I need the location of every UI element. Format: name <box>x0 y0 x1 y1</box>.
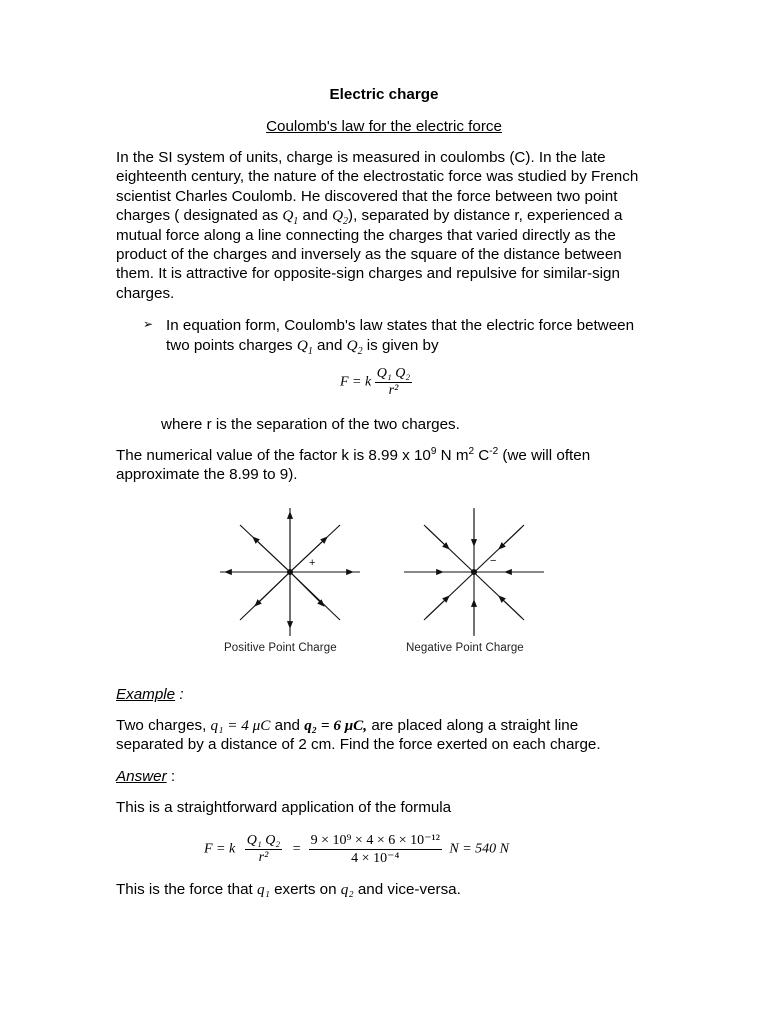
example-paragraph <box>116 716 656 755</box>
q2-symbol: $Q_2$ <box>332 207 349 228</box>
intro-line: scientist Charles Coulomb. He discovered that the force between two point <box>116 187 618 205</box>
positive-charge-caption: Positive Point Charge <box>224 642 337 654</box>
negative-charge-dot <box>472 570 477 575</box>
negative-sign: − <box>490 555 497 567</box>
intro-line: eighteenth century, the nature of the electrostatic force was studied by French <box>116 168 639 186</box>
intro-text: and <box>298 207 333 225</box>
answer-denominator-1: r² <box>258 850 269 865</box>
answer-result: N = 540 N <box>449 841 510 857</box>
intro-line: mutual force along a line connecting the charges that varied directly as the <box>116 226 616 244</box>
answer-numerator-2: 9 × 10⁹ × 4 × 6 × 10⁻¹² <box>310 833 440 848</box>
answer-heading: Answer : <box>116 768 176 785</box>
arrow-in-diag <box>426 527 447 547</box>
positive-charge-diagram <box>220 508 360 636</box>
arrow-in-diag <box>501 598 522 618</box>
arrow-diag <box>290 539 325 572</box>
arrow-diag <box>257 572 290 604</box>
q1-symbol: $Q_1$ <box>282 207 299 228</box>
intro-line: charges. <box>116 284 175 302</box>
arrow-diag <box>255 539 290 572</box>
bullet-text: two points charges <box>166 337 297 354</box>
bullet-line: In equation form, Coulomb's law states that the electric force between <box>166 317 635 334</box>
q2-symbol: $Q_2$ <box>346 337 363 358</box>
answer-conclusion: This is the force that q₁ exerts on q₂ and vice-versa. <box>116 881 461 898</box>
k-value-line: approximate the 8.99 to 9). <box>116 466 298 484</box>
equation-numerator: Q₁ Q₂ <box>376 366 411 381</box>
equation-denominator: r² <box>388 383 399 398</box>
intro-text: ), separated by distance r, experienced a <box>348 207 623 225</box>
positive-sign: + <box>309 557 316 569</box>
q2-expression: q₂ = 6 μC, <box>304 717 368 734</box>
q1-symbol: $Q_1$ <box>296 337 313 358</box>
bullet-text: is given by <box>362 337 439 354</box>
positive-charge-dot <box>288 570 293 575</box>
q2-symbol: q₂ <box>340 881 354 898</box>
k-value-line: The numerical value of the factor k is 8.99 x $10^9$ N $m^2$ $C^{-2}$ (we will often <box>116 445 591 464</box>
equation-lhs: F = k <box>340 374 372 390</box>
q1-expression: q₁ = 4 μC <box>210 717 271 734</box>
arrow-in-diag <box>426 598 447 618</box>
intro-line: them. It is attractive for opposite-sign charges and repulsive for similar-sign <box>116 265 620 283</box>
arrow-diag <box>290 572 322 604</box>
answer-label: Answer <box>116 768 167 785</box>
negative-charge-caption: Negative Point Charge <box>406 642 524 654</box>
page-title: Electric charge <box>329 86 439 103</box>
answer-eq-lhs: F = k <box>204 841 236 857</box>
arrow-in-diag <box>501 527 522 547</box>
example-line: Two charges, q₁ = 4 μC and q₂ = 6 μC, are placed along a straight line <box>116 717 579 734</box>
bullet-arrow-icon: ➢ <box>143 317 154 331</box>
answer-intro: This is a straightforward application of the formula <box>116 799 452 816</box>
intro-line: In the SI system of units, charge is measured in coulombs (C). In the late <box>116 149 606 166</box>
answer-equation <box>204 832 509 867</box>
q1-symbol: q₁ <box>256 881 270 898</box>
answer-numerator-1: Q₁ Q₂ <box>246 833 281 848</box>
intro-text: charges ( designated as <box>116 207 283 225</box>
where-text: where r is the separation of the two charges. <box>161 416 460 433</box>
section-subtitle: Coulomb's law for the electric force <box>266 118 502 135</box>
answer-denominator-2: 4 × 10⁻⁴ <box>351 851 400 866</box>
example-line: separated by a distance of 2 cm. Find the force exerted on each charge. <box>116 736 601 754</box>
bullet-text: and <box>312 337 347 354</box>
answer-equals: = <box>291 841 302 857</box>
intro-line: product of the charges and inversely as the square of the distance between <box>116 246 622 264</box>
answer-fraction-1 <box>245 833 282 866</box>
answer-fraction-2 <box>309 832 442 867</box>
example-label: Example <box>116 686 176 703</box>
example-heading: Example : <box>116 686 184 703</box>
negative-charge-diagram <box>404 508 544 636</box>
